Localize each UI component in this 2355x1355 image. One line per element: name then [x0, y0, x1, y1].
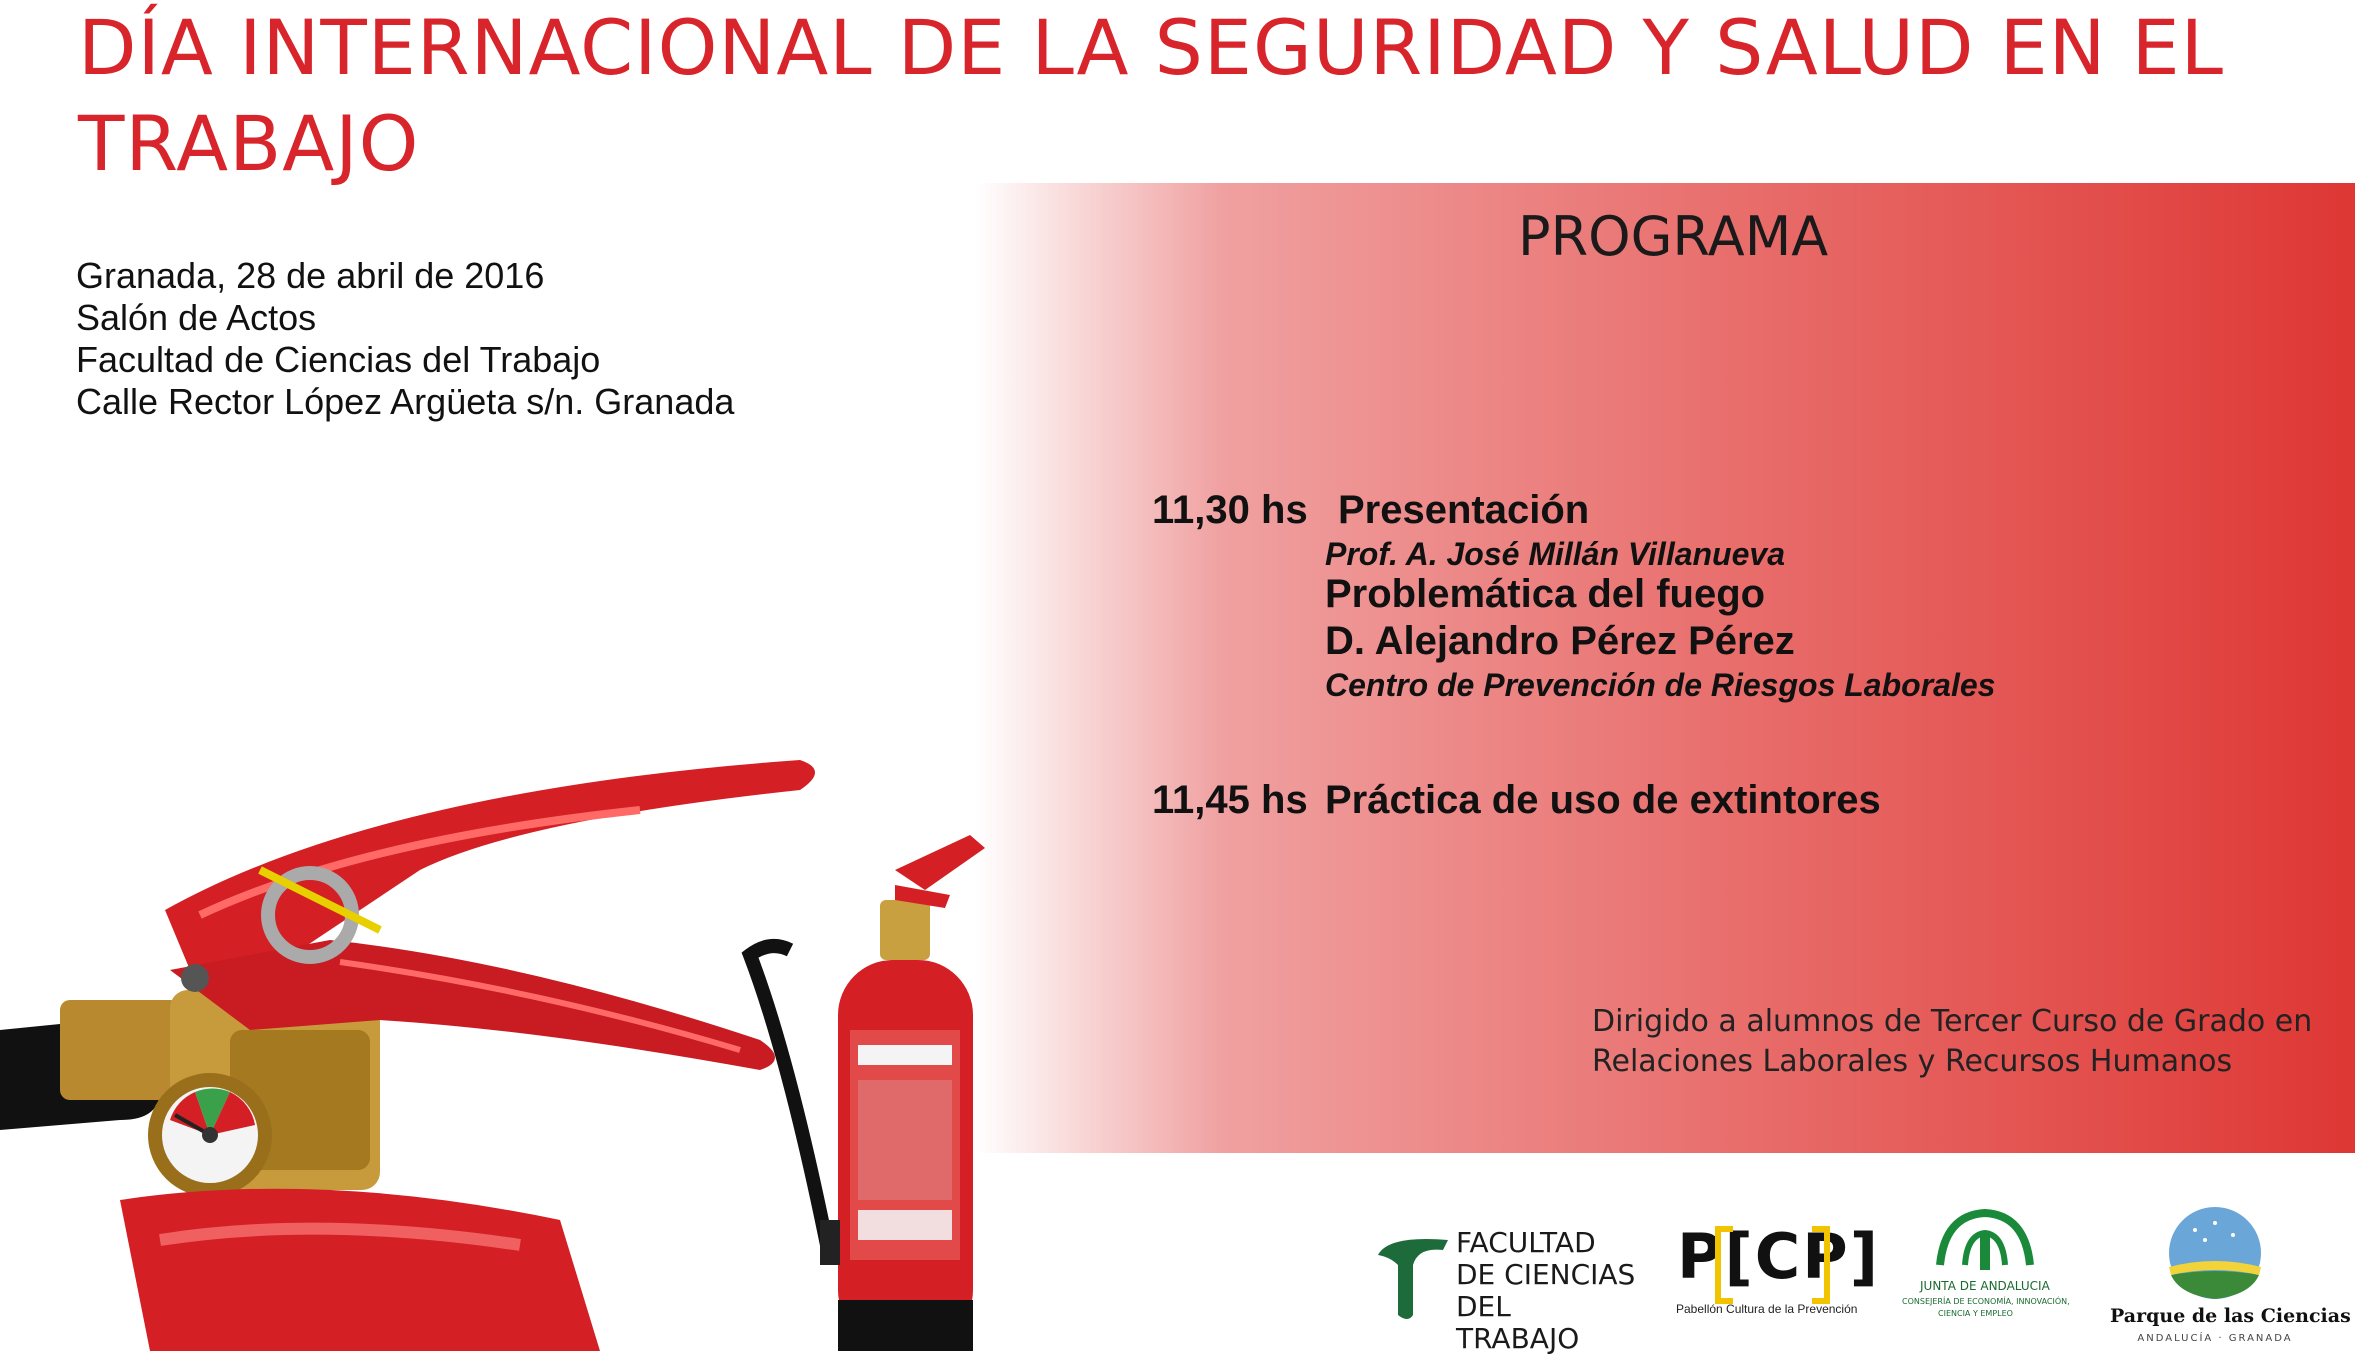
pcp-logo: [1672, 1220, 1881, 1330]
parque-sub: ANDALUCÍA · GRANADA: [2137, 1333, 2293, 1344]
junta-line3: CIENCIA Y EMPLEO: [1938, 1309, 2013, 1318]
fct-line2: DE CIENCIAS: [1456, 1258, 1636, 1291]
pcp-caption: Pabellón Cultura de la Prevención: [1676, 1302, 1858, 1316]
item3-time: 11,45 hs: [1152, 778, 1308, 822]
item3-title: Práctica de uso de extintores: [1325, 778, 1881, 822]
event-date: Granada, 28 de abril de 2016: [76, 255, 545, 296]
fct-line1: FACULTAD: [1456, 1226, 1596, 1259]
parque-name: Parque de las Ciencias: [2110, 1305, 2351, 1327]
fct-emblem-icon: [1368, 1215, 1458, 1325]
parque-ciencias-logo: [2110, 1205, 2351, 1345]
program-heading: PROGRAMA: [1518, 205, 1829, 268]
fct-line3: DEL TRABAJO: [1456, 1290, 1580, 1355]
junta-logo: [1900, 1205, 2070, 1335]
pcp-mark: P[CP]: [1677, 1220, 1881, 1293]
parque-emblem-icon: [2155, 1205, 2275, 1300]
fct-logo: [1368, 1215, 1638, 1355]
item1-time: 11,30 hs: [1152, 488, 1308, 532]
junta-emblem-icon: [1925, 1205, 2045, 1275]
junta-line1: JUNTA DE ANDALUCIA: [1920, 1279, 2050, 1293]
audience-note: [1592, 1002, 2312, 1082]
item1-title: Presentación: [1338, 488, 1590, 532]
item2-org: Centro de Prevención de Riesgos Laborales: [1325, 667, 1996, 703]
item1-speaker: Prof. A. José Millán Villanueva: [1325, 536, 1785, 572]
audience-line2: Relaciones Laborales y Recursos Humanos: [1592, 1044, 2233, 1079]
fire-extinguisher-image: [0, 700, 1010, 1351]
event-faculty: Facultad de Ciencias del Trabajo: [76, 339, 601, 380]
event-address: Calle Rector López Argüeta s/n. Granada: [76, 381, 735, 422]
event-room: Salón de Actos: [76, 297, 317, 338]
junta-line2: CONSEJERÍA DE ECONOMÍA, INNOVACIÓN,: [1902, 1297, 2070, 1306]
audience-line1: Dirigido a alumnos de Tercer Curso de Grado en: [1592, 1004, 2313, 1039]
page-title: DÍA INTERNACIONAL DE LA SEGURIDAD Y SALUD EN EL TRABAJO: [78, 3, 2225, 188]
event-venue: [76, 255, 734, 423]
item2-title: Problemática del fuego: [1325, 572, 1766, 616]
item2-speaker: D. Alejandro Pérez Pérez: [1325, 619, 1795, 663]
